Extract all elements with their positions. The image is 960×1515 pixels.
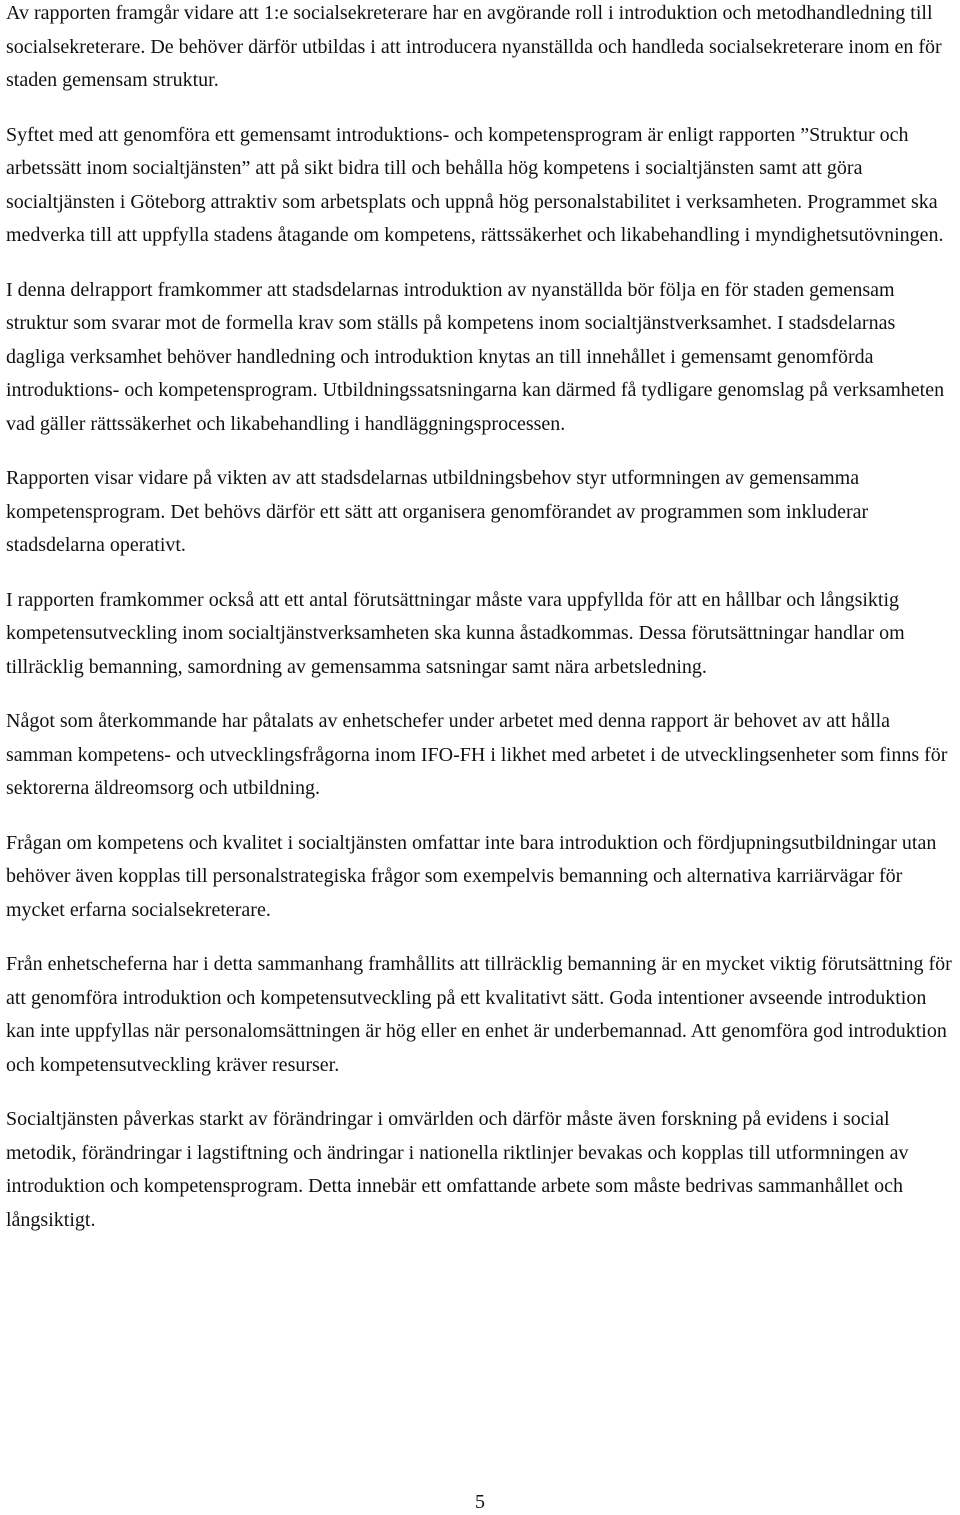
paragraph-4: Rapporten visar vidare på vikten av att stadsdelarnas utbildningsbehov styr utformningen av gemensamma kompetensprogram. Det behövs därför ett sätt att organisera genomförandet av programmen som inkluderar stadsdelarna operativt. [6, 467, 869, 556]
paragraph-5: I rapporten framkommer också att ett antal förutsättningar måste vara uppfyllda för att en hållbar och långsiktig kompetensutveckling inom socialtjänstverksamheten ska kunna åstadkommas. Dessa förutsättningar handlar om tillräcklig bemanning, samordning av gemensamma satsningar samt nära arbetsledning. [6, 588, 905, 678]
page-number: 5 [475, 1491, 485, 1513]
paragraph-3: I denna delrapport framkommer att stadsdelarnas introduktion av nyanställda bör följa en för staden gemensam struktur som svarar mot de formella krav som ställs på kompetens inom socialtjänstverksamhet. I stadsdelarnas dagliga verksamhet behöver handledning och introduktion knytas an till innehållet i gemensamt genomförda introduktions- och kompetensprogram. Utbildningssatsningarna kan därmed få tydligare genomslag på verksamheten vad gäller rättssäkerhet och likabehandling i handläggningsprocessen. [6, 278, 945, 435]
paragraph-1: Av rapporten framgår vidare att 1:e socialsekreterare har en avgörande roll i introduktion och metodhandledning till socialsekreterare. De behöver därför utbildas i att introducera nyanställda och handleda socialsekreterare inom en för staden gemensam struktur. [6, 2, 942, 91]
paragraph-8: Från enhetscheferna har i detta sammanhang framhållits att tillräcklig bemanning är en mycket viktig förutsättning för att genomföra introduktion och kompetensutveckling på ett kvalitativt sätt. Goda intentioner avseende introduktion kan inte uppfyllas när personalomsättningen är hög eller en enhet är underbemannad. Att genomföra god introduktion och kompetensutveckling kräver resurser. [6, 953, 952, 1076]
paragraph-2: Syftet med att genomföra ett gemensamt introduktions- och kompetensprogram är enligt rapporten ”Struktur och arbetssätt inom socialtjänsten” att på sikt bidra till och behålla hög kompetens i socialtjänsten samt att göra socialtjänsten i Göteborg attraktiv som arbetsplats och uppnå hög personalstabilitet i verksamheten. Programmet ska medverka till att uppfylla stadens åtagande om kompetens, rättssäkerhet och likabehandling i myndighetsutövningen. [6, 123, 944, 246]
paragraph-6: Något som återkommande har påtalats av enhetschefer under arbetet med denna rapport är behovet av att hålla samman kompetens- och utvecklingsfrågorna inom IFO-FH i likhet med arbetet i de utvecklingsenheter som finns för sektorerna äldreomsorg och utbildning. [6, 710, 948, 799]
paragraph-9: Socialtjänsten påverkas starkt av förändringar i omvärlden och därför måste även forskning på evidens i social metodik, förändringar i lagstiftning och ändringar i nationella riktlinjer bevakas och kopplas till utformningen av introduktion och kompetensprogram. Detta innebär ett omfattande arbete som måste bedrivas sammanhållet och långsiktigt. [6, 1108, 909, 1231]
paragraph-7: Frågan om kompetens och kvalitet i socialtjänsten omfattar inte bara introduktion och fördjupningsutbildningar utan behöver även kopplas till personalstrategiska frågor som exempelvis bemanning och alternativa karriärvägar för mycket erfarna socialsekreterare. [6, 831, 937, 921]
document-body [6, 0, 956, 1258]
